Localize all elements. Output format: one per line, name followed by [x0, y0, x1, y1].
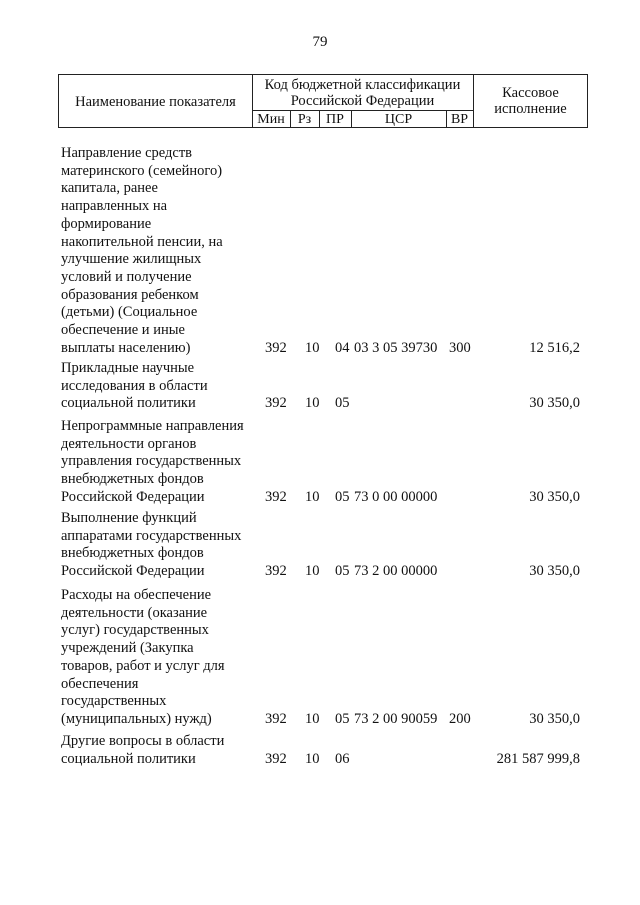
table-row — [58, 360, 588, 413]
section-code: 10 — [305, 395, 320, 412]
table-row — [58, 587, 588, 729]
indicator-name-line: социальной политики — [61, 750, 196, 767]
expense-type-code: 300 — [449, 339, 471, 356]
indicator-name-line: формирование — [61, 215, 152, 232]
indicator-name-line: товаров, работ и услуг для — [61, 657, 225, 674]
target-article-code: 73 0 00 00000 — [354, 488, 438, 505]
ministry-code: 392 — [265, 563, 287, 580]
section-code: 10 — [305, 710, 320, 727]
indicator-name — [61, 418, 261, 507]
header-pr: ПР — [326, 112, 344, 127]
indicator-name-line: Другие вопросы в области — [61, 733, 225, 749]
section-code: 10 — [305, 488, 320, 505]
header-min: Мин — [257, 112, 285, 127]
indicator-name-line: деятельности органов — [61, 435, 197, 452]
header-exec-line1: Кассовое — [502, 85, 559, 101]
section-code: 10 — [305, 339, 320, 356]
indicator-name-line: капитала, ранее — [61, 180, 158, 197]
page-number: 79 — [312, 34, 328, 50]
cash-execution-value: 30 350,0 — [529, 563, 580, 580]
indicator-name-line: внебюджетных фондов — [61, 545, 204, 562]
indicator-name-line: образования ребенком — [61, 286, 199, 303]
indicator-name-line: (муниципальных) нужд) — [61, 710, 212, 727]
header-code-line2: Российской Федерации — [290, 93, 435, 109]
indicator-name-line: управления государственных — [61, 453, 242, 470]
indicator-name-line: Российской Федерации — [61, 563, 205, 580]
indicator-name — [61, 360, 261, 413]
indicator-name-line: Выполнение функций — [61, 510, 197, 526]
subsection-code: 05 — [335, 488, 350, 505]
indicator-name-line: (детьми) (Социальное — [61, 304, 198, 321]
indicator-name-line: улучшение жилищных — [61, 251, 202, 268]
header-code-line1: Код бюджетной классификации — [264, 77, 461, 93]
indicator-name-line: внебюджетных фондов — [61, 471, 204, 488]
cash-execution-value: 30 350,0 — [529, 710, 580, 727]
indicator-name-line: обеспечение и иные — [61, 322, 185, 339]
indicator-name-line: направленных на — [61, 198, 168, 215]
indicator-name-line: учреждений (Закупка — [61, 640, 194, 657]
subsection-code: 05 — [335, 395, 350, 412]
subsection-code: 04 — [335, 339, 350, 356]
ministry-code: 392 — [265, 395, 287, 412]
table-row — [58, 418, 588, 507]
header-exec-line2: исполнение — [494, 101, 567, 117]
indicator-name-line: обеспечения — [61, 675, 139, 692]
indicator-name-line: Прикладные научные — [61, 360, 195, 376]
indicator-name — [61, 733, 261, 768]
indicator-name — [61, 510, 261, 581]
section-code: 10 — [305, 563, 320, 580]
indicator-name-line: Направление средств — [61, 145, 192, 161]
ministry-code: 392 — [265, 710, 287, 727]
indicator-name-line: аппаратами государственных — [61, 527, 242, 544]
target-article-code: 03 3 05 39730 — [354, 339, 438, 356]
header-vr: ВР — [450, 112, 469, 127]
indicator-name-line: Расходы на обеспечение — [61, 587, 212, 603]
table-row — [58, 510, 588, 581]
indicator-name — [61, 587, 261, 729]
cash-execution-value: 30 350,0 — [529, 488, 580, 505]
ministry-code: 392 — [265, 488, 287, 505]
subsection-code: 05 — [335, 710, 350, 727]
indicator-name-line: материнского (семейного) — [61, 162, 223, 179]
section-code: 10 — [305, 750, 320, 767]
subsection-code: 05 — [335, 563, 350, 580]
target-article-code: 73 2 00 90059 — [354, 710, 438, 727]
table-header — [58, 74, 588, 128]
expense-type-code: 200 — [449, 710, 471, 727]
table-row — [58, 733, 588, 768]
header-csr: ЦСР — [384, 112, 413, 127]
indicator-name-line: условий и получение — [61, 268, 192, 285]
indicator-name-line: социальной политики — [61, 395, 196, 412]
indicator-name-line: Российской Федерации — [61, 488, 205, 505]
indicator-name-line: услуг) государственных — [61, 622, 209, 639]
cash-execution-value: 12 516,2 — [529, 339, 580, 356]
ministry-code: 392 — [265, 750, 287, 767]
indicator-name-line: выплаты населению) — [61, 339, 191, 356]
cash-execution-value: 281 587 999,8 — [496, 750, 580, 767]
indicator-name — [61, 145, 261, 357]
indicator-name-line: деятельности (оказание — [61, 604, 208, 621]
indicator-name-line: исследования в области — [61, 377, 208, 394]
header-rz: Рз — [297, 112, 312, 127]
header-name: Наименование показателя — [75, 94, 236, 110]
indicator-name-line: накопительной пенсии, на — [61, 233, 223, 250]
target-article-code: 73 2 00 00000 — [354, 563, 438, 580]
cash-execution-value: 30 350,0 — [529, 395, 580, 412]
table-row — [58, 145, 588, 357]
indicator-name-line: государственных — [61, 693, 167, 710]
ministry-code: 392 — [265, 339, 287, 356]
subsection-code: 06 — [335, 750, 350, 767]
indicator-name-line: Непрограммные направления — [61, 418, 244, 434]
